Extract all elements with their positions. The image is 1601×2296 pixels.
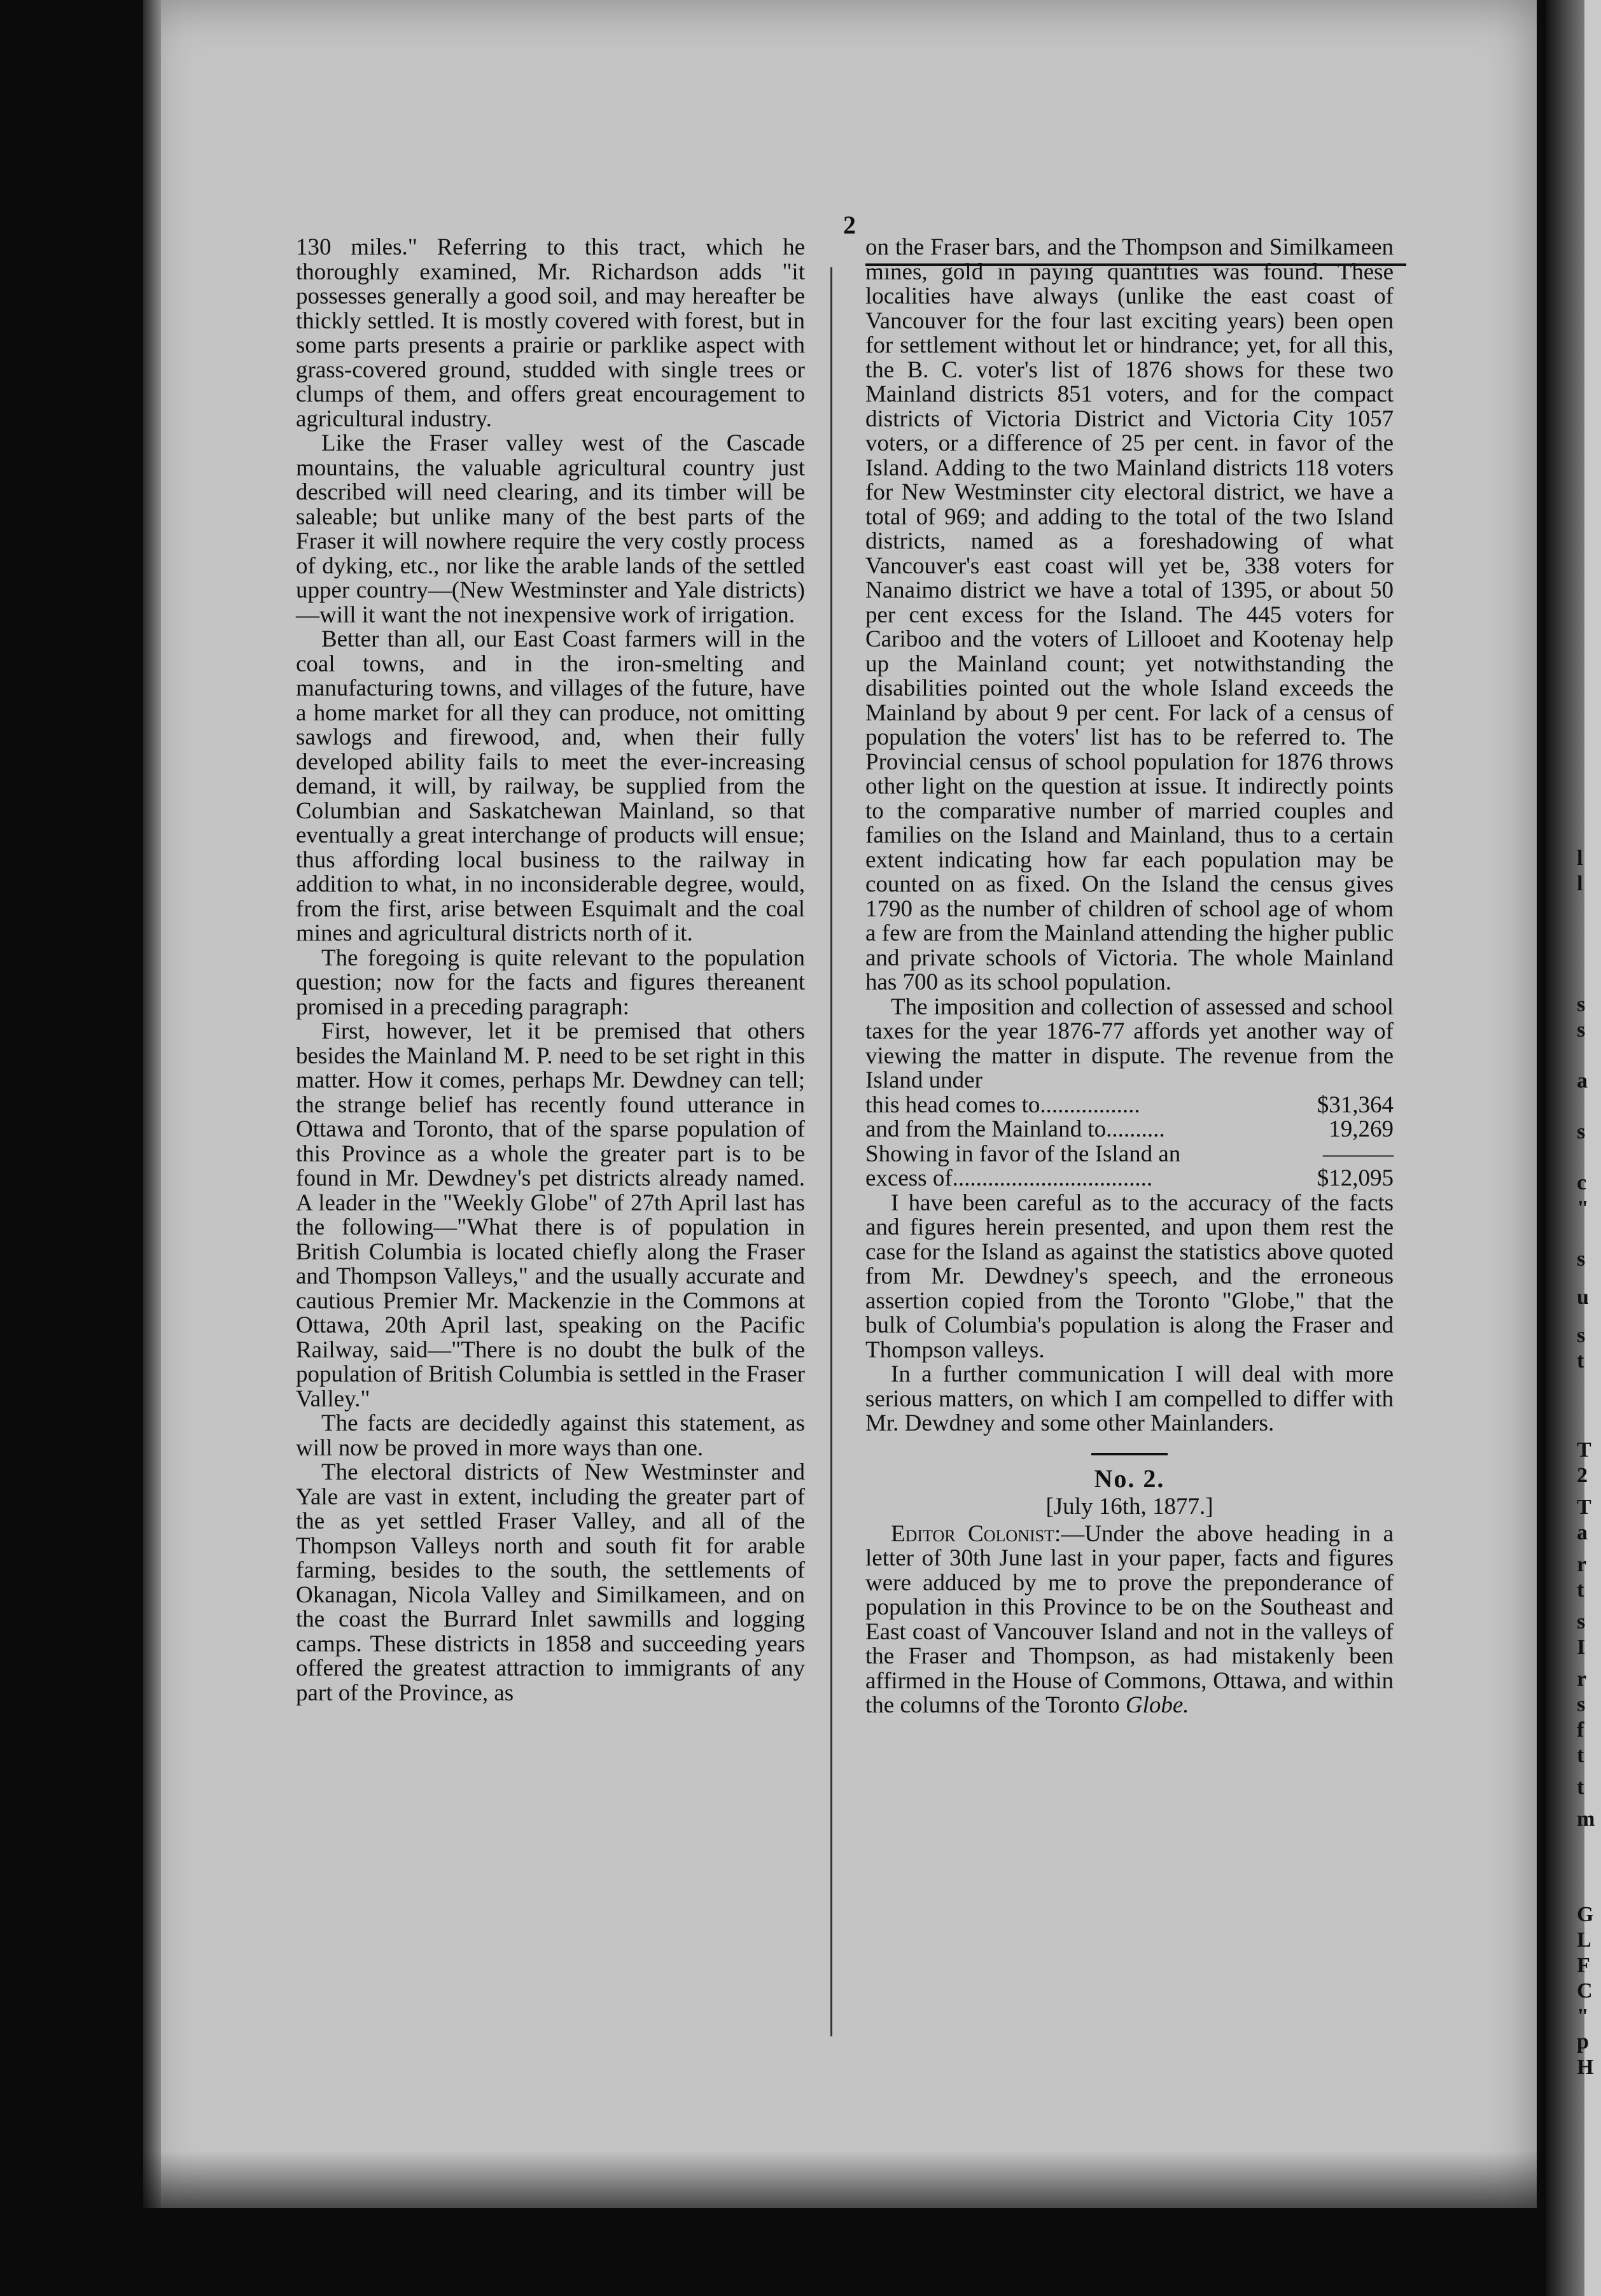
paragraph: Like the Fraser valley west of the Cascade mountains, the valuable agricultural country just described will need clearing, and its timber will be saleable; but unlike many of the best parts of the Fraser it will nowhere require the very costly process of dyking, etc., nor like the arable lands of the settled upper country—(New Westminster and Yale districts)—will it want the not inexpensive work of irrigation. — [296, 430, 805, 628]
adjacent-page-fragment: p — [1577, 2030, 1589, 2054]
adjacent-page-fragment: c — [1577, 1171, 1587, 1194]
adjacent-page-fragment: T — [1577, 1438, 1591, 1462]
table-amount: $31,364 — [1317, 1091, 1394, 1118]
adjacent-page-fragment: s — [1577, 993, 1586, 1016]
editor-letter-text: —Under the above heading in a letter of 30th June last in your paper, facts and figures were adduced by me to prove the preponderance of population in this Province to be on the Southeast and East coast of Vancouver Island and not in the valleys of the Fraser and Thompson, as had mistakenly been affirmed in the House of Commons, Ottawa, and within the columns of the Toronto — [865, 1520, 1394, 1718]
adjacent-page-fragment: t — [1577, 1744, 1584, 1767]
editor-letter — [865, 1522, 1394, 1718]
table-amount: ——— — [1323, 1140, 1394, 1167]
paragraph: Better than all, our East Coast farmers will in the coal towns, and in the iron-smelting and manufacturing towns, and villages of the future, have a home market for all they can produce, not omitting sawlogs and firewood, and, when their fully developed ability fails to meet the ever-increasing demand, it will, by railway, be supplied from the Columbian and Saskatchewan Mainland, so that eventually a great interchange of products will ensue; thus affording local business to the railway in addition to what, in no inconsiderable degree, would, from the first, arise between Esquimalt and the coal mines and agricultural districts north of it. — [296, 626, 805, 946]
table-row — [865, 1166, 1394, 1191]
page-number: 2 — [843, 211, 856, 239]
table-label: excess of.................................. — [865, 1165, 1153, 1191]
paragraph: The imposition and collection of assessed and school taxes for the year 1876-77 affords yet another way of viewing the matter in dispute. The revenue from the Island under — [865, 993, 1394, 1093]
adjacent-page-fragment: G — [1577, 1903, 1594, 1926]
table-row — [865, 1117, 1394, 1142]
table-label: this head comes to................. — [865, 1091, 1140, 1118]
revenue-table — [865, 1093, 1394, 1191]
table-row — [865, 1093, 1394, 1118]
adjacent-page-fragment: l — [1577, 872, 1583, 895]
paragraph: The electoral districts of New Westminster and Yale are vast in extent, including the greater part of the as yet settled Fraser Valley, and all of the Thompson Valleys north and south fit for arable farming, besides to the south, the settlements of Okanagan, Nicola Valley and Similkameen, and on the coast the Burrard Inlet sawmills and logging camps. These districts in 1858 and succeeding years offered the greatest attraction to immigrants of any part of the Province, as — [296, 1459, 805, 1706]
adjacent-page-fragment: t — [1577, 1349, 1584, 1373]
adjacent-page-fragment: 2 — [1577, 1464, 1588, 1487]
adjacent-page-fragment: s — [1577, 1247, 1586, 1271]
adjacent-page-fragment: s — [1577, 1610, 1586, 1634]
paragraph: In a further communication I will deal with more serious matters, on which I am compelled to differ with Mr. Dewdney and some other Mainlanders. — [865, 1361, 1394, 1436]
adjacent-page-fragment: f — [1577, 1718, 1584, 1742]
adjacent-page-fragment: s — [1577, 1120, 1586, 1144]
adjacent-page-fragment: I — [1577, 1635, 1586, 1659]
table-row — [865, 1142, 1394, 1167]
column-divider — [830, 267, 832, 2036]
section-heading: No. 2. — [1094, 1464, 1165, 1493]
adjacent-page-fragment: " — [1577, 1196, 1589, 1220]
adjacent-page-fragment: r — [1577, 1553, 1587, 1576]
adjacent-page-fragment: a — [1577, 1069, 1588, 1093]
adjacent-page-fragment: T — [1577, 1495, 1591, 1519]
adjacent-page-fragment: " — [1577, 2005, 1589, 2028]
table-amount: $12,095 — [1317, 1165, 1394, 1191]
adjacent-page-fragment: r — [1577, 1667, 1587, 1691]
paragraph: I have been careful as to the accuracy of the facts and figures herein presented, and upon them rest the case for the Island as against the statistics above quoted from Mr. Dewdney's speech, and the erroneous assertion copied from the Toronto "Globe," that the bulk of Columbia's population is along the Fraser and Thompson valleys. — [865, 1189, 1394, 1363]
adjacent-page-fragment: a — [1577, 1521, 1588, 1544]
section-separator — [1091, 1453, 1168, 1455]
table-label: and from the Mainland to.......... — [865, 1116, 1165, 1142]
paragraph: The foregoing is quite relevant to the population question; now for the facts and figures thereanent promised in a preceding paragraph: — [296, 944, 805, 1020]
paragraph: First, however, let it be premised that others besides the Mainland M. P. need to be set right in this matter. How it comes, perhaps Mr. Dewdney can tell; the strange belief has recently found utterance in Ottawa and Toronto, that of the sparse population of this Province as a whole the greater part is to be found in Mr. Dewdney's pet districts already named. A leader in the "Weekly Globe" of 27th April last has the following—"What there is of population in British Columbia is located chiefly along the Fraser and Thompson Valleys," and the usually accurate and cautious Premier Mr. Mackenzie in the Commons at Ottawa, 20th April last, speaking on the Pacific Railway, said—"There is no doubt the bulk of the population of British Columbia is settled in the Fraser Valley." — [296, 1018, 805, 1412]
adjacent-page-fragment: s — [1577, 1324, 1586, 1347]
editor-salutation: Editor Colonist: — [891, 1520, 1061, 1547]
table-amount: 19,269 — [1329, 1116, 1394, 1142]
paragraph: The facts are decidedly against this statement, as will now be proved in more ways than one. — [296, 1410, 805, 1461]
adjacent-page-fragment: s — [1577, 1018, 1586, 1042]
table-label: Showing in favor of the Island an — [865, 1140, 1181, 1167]
section-date: [July 16th, 1877.] — [1045, 1494, 1213, 1520]
adjacent-page-fragment: L — [1577, 1928, 1591, 1952]
left-column — [296, 235, 805, 1705]
adjacent-page-fragment: t — [1577, 1775, 1584, 1799]
right-column — [865, 235, 1394, 1718]
adjacent-page-fragment: H — [1577, 2055, 1594, 2079]
adjacent-page-fragment: l — [1577, 846, 1583, 870]
adjacent-page-fragment: u — [1577, 1285, 1589, 1309]
adjacent-page-fragment: m — [1577, 1807, 1595, 1831]
adjacent-page-fragment: F — [1577, 1954, 1590, 1977]
paragraph: on the Fraser bars, and the Thompson and Similkameen mines, gold in paying quantities was found. These localities have always (unlike the east coast of Vancouver for the four last exciting years) been open for settlement without let or hindrance; yet, for all this, the B. C. voter's list of 1876 shows for these two Mainland districts 851 voters, and for the compact districts of Victoria District and Victoria City 1057 voters, or a difference of 25 per cent. in favor of the Island. Adding to the two Mainland districts 118 voters for New Westminster city electoral district, we have a total of 969; and adding to the total of the two Island districts, named as a foreshadowing of what Vancouver's east coast will yet be, 338 voters for Nanaimo district we have a total of 1395, or about 50 per cent excess for the Island. The 445 voters for Cariboo and the voters of Lillooet and Kootenay help up the Mainland count; yet notwithstanding the disabilities pointed out the whole Island exceeds the Mainland by about 9 per cent. For lack of a census of population the voters' list has to be referred to. The Provincial census of school population for 1876 throws other light on the question at issue. It indirectly points to the comparative number of married couples and families on the Island and Mainland, thus to a certain extent indicating how far each population may be counted on as fixed. On the Island the census gives 1790 as the number of children of school age of whom a few are from the Mainland attending the higher public and private schools of Victoria. The whole Mainland has 700 as its school population. — [865, 234, 1394, 995]
page-bottom-shadow — [143, 2151, 1537, 2208]
adjacent-page-fragment: C — [1577, 1979, 1593, 2003]
adjacent-page-fragment: s — [1577, 1693, 1586, 1716]
paragraph: 130 miles." Referring to this tract, which he thoroughly examined, Mr. Richardson adds "it possesses generally a good soil, and may hereafter be thickly settled. It is mostly covered with forest, but in some parts presents a prairie or parklike aspect with grass-covered ground, studded with single trees or clumps of them, and offers great encouragement to agricultural industry. — [296, 234, 805, 432]
page-gutter-shadow — [143, 0, 161, 2208]
editor-letter-end: Globe. — [1125, 1692, 1189, 1718]
adjacent-page-fragment: t — [1577, 1578, 1584, 1602]
